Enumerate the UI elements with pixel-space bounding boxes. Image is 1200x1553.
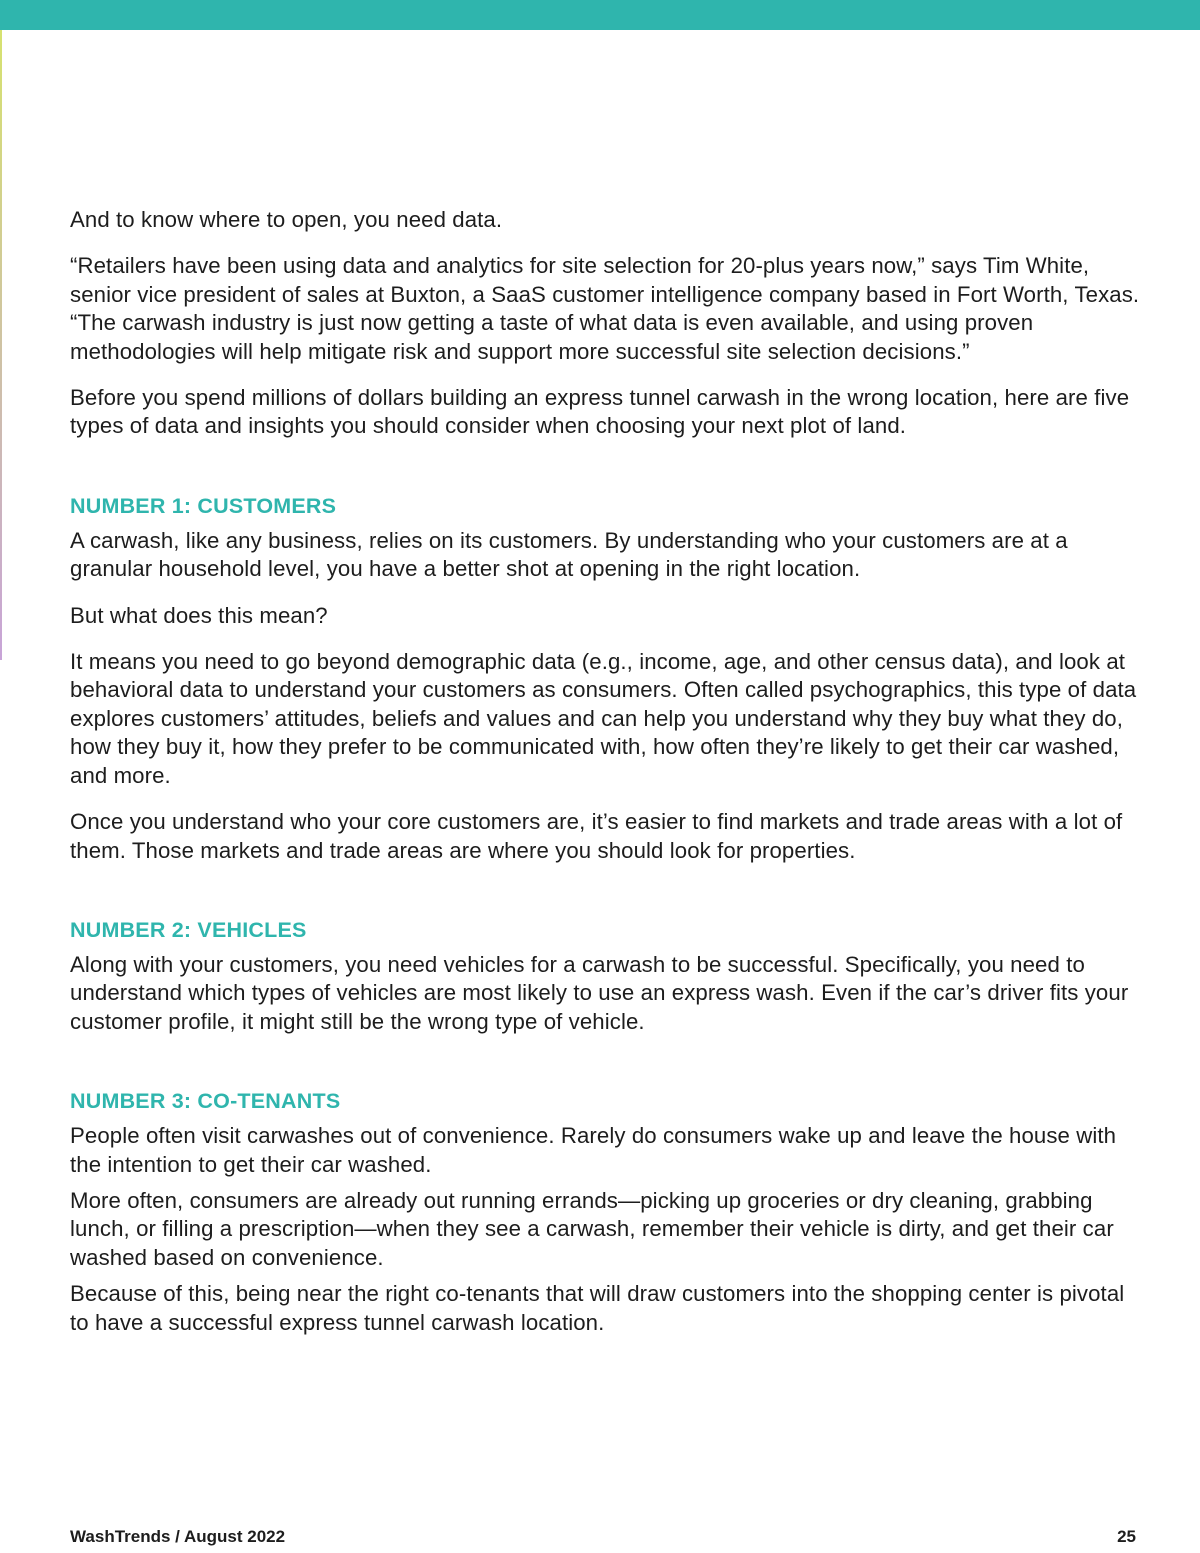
section-vehicles bbox=[70, 917, 1140, 1036]
section-heading: NUMBER 1: CUSTOMERS bbox=[70, 493, 337, 518]
section-paragraph: It means you need to go beyond demographic data (e.g., income, age, and other census data), and look at behavioral data to understand your customers as consumers. Often called psychographics, this type of data explores customers’ attitudes, beliefs and values and can help you understand why they buy what they do, how they buy it, how they prefer to be communicated with, how often they’re likely to get their car washed, and more. bbox=[70, 649, 1137, 788]
section-paragraph: Along with your customers, you need vehicles for a carwash to be successful. Specifically, you need to understand which types of vehicles are most likely to use an express wash. Even if the car’s driver fits your customer profile, it might still be the wrong type of vehicle. bbox=[70, 951, 1129, 1034]
intro-paragraph: “Retailers have been using data and analytics for site selection for 20-plus years now,” says Tim White, senior vice president of sales at Buxton, a SaaS customer intelligence company based in Fort Worth, Texas. “The carwash industry is just now getting a taste of what data is even available, and using proven methodologies will help mitigate risk and support more successful site selection decisions.” bbox=[70, 253, 1140, 364]
footer-publication: WashTrends / August 2022 bbox=[70, 1527, 286, 1546]
section-paragraph: A carwash, like any business, relies on its customers. By understanding who your customers are at a granular household level, you have a better shot at opening in the right location. bbox=[70, 527, 1068, 582]
intro-paragraph: And to know where to open, you need data. bbox=[70, 207, 503, 232]
section-paragraph: But what does this mean? bbox=[70, 602, 328, 628]
section-paragraph: Because of this, being near the right co-tenants that will draw customers into the shopping center is pivotal to have a successful express tunnel carwash location. bbox=[70, 1281, 1125, 1335]
section-heading: NUMBER 3: CO-TENANTS bbox=[70, 1089, 341, 1114]
footer-page-number: 25 bbox=[1117, 1527, 1136, 1546]
side-accent-line bbox=[0, 30, 2, 660]
section-customers bbox=[70, 493, 1140, 865]
article-body bbox=[70, 206, 1140, 1355]
intro-paragraph: Before you spend millions of dollars building an express tunnel carwash in the wrong location, here are five types of data and insights you should consider when choosing your next plot of land. bbox=[70, 385, 1130, 439]
section-co-tenants bbox=[70, 1088, 1140, 1337]
section-paragraph: More often, consumers are already out running errands—picking up groceries or dry cleaning, grabbing lunch, or filling a prescription—when they see a carwash, remember their vehicle is dirty, and get their car washed based on convenience. bbox=[70, 1187, 1114, 1270]
section-paragraph: People often visit carwashes out of convenience. Rarely do consumers wake up and leave the house with the intention to get their car washed. bbox=[70, 1123, 1117, 1177]
section-paragraph: Once you understand who your core customers are, it’s easier to find markets and trade areas with a lot of them. Those markets and trade areas are where you should look for properties. bbox=[70, 809, 1123, 863]
top-accent-bar bbox=[0, 0, 1200, 30]
section-heading: NUMBER 2: VEHICLES bbox=[70, 917, 307, 942]
